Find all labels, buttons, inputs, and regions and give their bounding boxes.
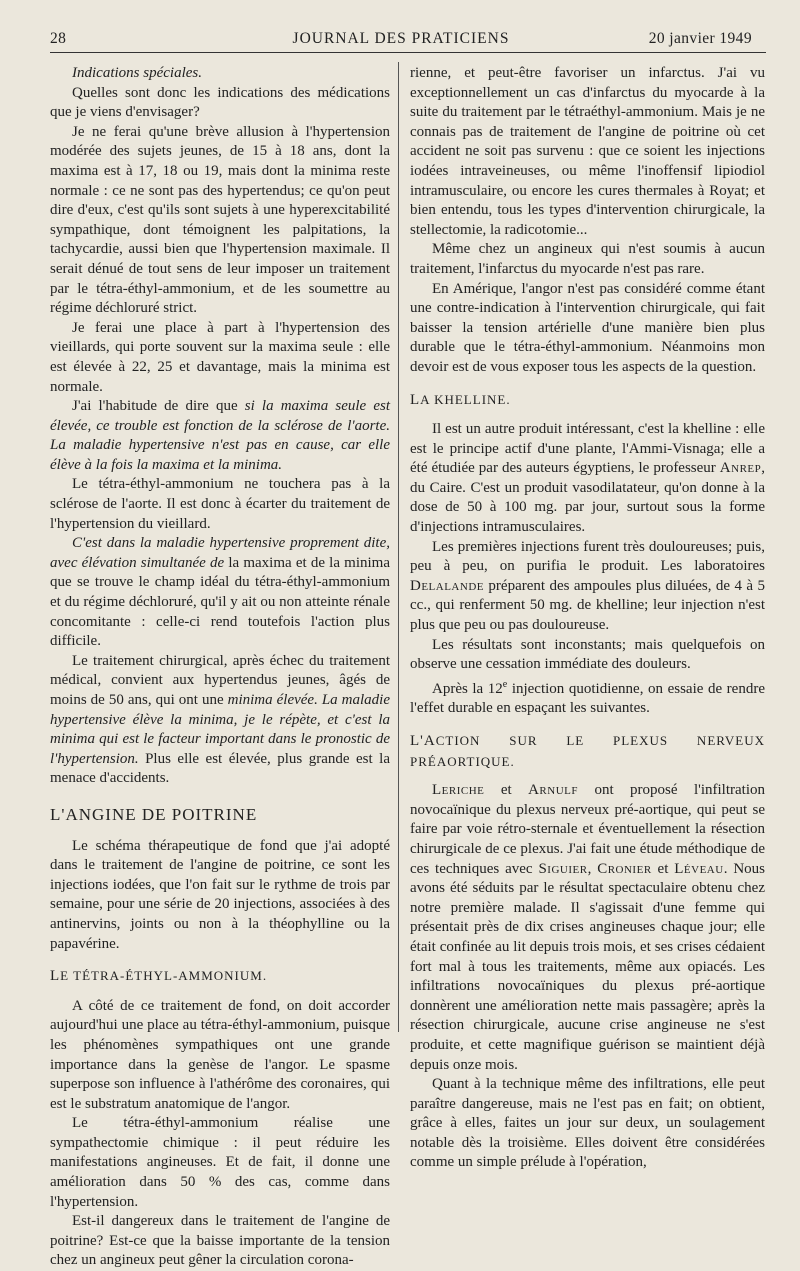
issue-date: 20 janvier 1949 (648, 30, 752, 47)
superscript: e (502, 678, 508, 690)
paragraph: Je ne ferai qu'une brève allusion à l'hypertension modérée des sujets jeunes, de 15 à 18 ans, dont la maxima est à 17, 18 ou 19, mais dont la minima reste normale : ce ne sont pas des hypertendus; ce qu'on peut dire d'eux, c'est qu'ils sont sujets à une hyperexcitabilité sympathique, dont témoignent les palpitations, la tachycardie, aussi bien que l'hypertension maximale. Il serait dénué de tout sens de leur imposer un traitement par le tétra-éthyl-ammonium, et de les soumettre au régime déchloruré strict. (50, 123, 390, 317)
paragraph (410, 538, 765, 636)
header-rule (50, 52, 766, 53)
text-run: , du Caire. C'est un produit vasodilatateur, qu'on donne à la dose de 50 à 100 mg. par jour, surtout sous la forme d'injections intramusculaires. (410, 460, 765, 536)
subheading-tetra (50, 966, 390, 987)
paragraph: Les résultats sont inconstants; mais quelquefois on observe une cessation immédiate des douleurs. (410, 636, 765, 673)
paragraph (50, 652, 390, 789)
paragraph: En Amérique, l'angor n'est pas considéré comme étant une contre-indication à l'intervention chirurgicale, qui fait baisser la tension artérielle d'une manière bien plus durable que le tétra-éthyl-ammonium. Néanmoins mon devoir est de vous exposer tous les aspects de la question. (410, 280, 765, 375)
paragraph (410, 420, 765, 538)
text-run: Plus elle est élevée, plus grande est la menace d'accidents. (50, 750, 390, 787)
paragraph: Le tétra-éthyl-ammonium ne touchera pas à la sclérose de l'aorte. Il est donc à écarter du traitement de l'hypertension du vieillard. (50, 476, 390, 532)
laboratory-name: Delalande (410, 577, 484, 594)
italic-run: C'est dans la maladie hypertensive proprement dite, avec élévation simultanée de (50, 535, 390, 571)
subheading-text: CTION SUR LE PLEXUS NERVEUX PRÉAORTIQUE. (410, 733, 765, 769)
author-name: Arnulf (528, 782, 578, 799)
subheading-initial: L (410, 391, 421, 408)
text-run: , (587, 860, 598, 877)
paragraph: Quant à la technique même des infiltrations, elle peut paraître dangereuse, mais ne l'est pas en fait; on obtient, grâce à elles, faites un jour sur deux, un soulagement notable dès la troisième. Elles doivent être considérées comme un simple prélude à l'opération, (410, 1076, 765, 1171)
text-run: injection quotidienne, on essaie de rendre l'effet durable en espaçant les suivantes. (410, 680, 765, 717)
text-run: Après la 12 (432, 680, 503, 697)
paragraph: Quelles sont donc les indications des médications que je viens d'envisager? (50, 84, 390, 121)
author-name: Anrep (719, 460, 762, 477)
paragraph: Même chez un angineux qui n'est soumis à aucun traitement, l'infarctus du myocarde n'est pas rare. (410, 241, 765, 277)
running-header (50, 26, 752, 52)
text-run: . Nous avons été séduits par le résultat spectaculaire obtenu chez notre première malade. Il s'agissait d'une femme qui présentait près de dix crises angineuses chaque jour; elle était confinée au lit depuis trois mois, et ses crises cédaient fort mal à tous les traitements, même aux opiacés. Les infiltrations novocaïniques du plexus pré-aortique donnèrent une amélioration nette mais passagère; après la résection chirurgicale, aucune crise angineuse ne s'est produite, et cette magnifique guérison se maintient déjà depuis onze mois. (410, 860, 766, 1073)
text-run: et (651, 860, 675, 877)
author-name: Leriche (432, 782, 485, 799)
text-run: la maxima et de la minima que se trouve le champ idéal du tétra-éthyl-ammonium et du régime déchloruré, qu'il y ait ou non atteinte rénale concomitante : celle-ci rend toutefois l'action plus difficile. (50, 554, 390, 650)
text-run: Les premières injections furent très douloureuses; puis, peu à peu, on purifia le produit. Les laboratoires (410, 538, 765, 575)
paragraph: Le tétra-éthyl-ammonium réalise une sympathectomie chimique : il peut réduire les manifestations angineuses. Et de fait, il donne une amélioration dans 50 % des cas, comme dans l'hypertension. (50, 1115, 390, 1210)
text-run: préparent des ampoules plus diluées, de 4 à 5 cc., qui renferment 50 mg. de khelline; leur injection n'est plus que peu ou pas douloureuse. (410, 577, 765, 634)
right-column (410, 64, 765, 1173)
author-name: Léveau (674, 860, 724, 877)
subheading-initial: L (50, 968, 61, 985)
paragraph (410, 781, 765, 1075)
text-run: Le traitement chirurgical, après échec du traitement médical, convient aux hypertendus jeunes, âgés de moins de 50 ans, qui ont une (50, 652, 390, 708)
subheading-initial: L'A (410, 733, 436, 749)
subheading-text: E TÉTRA-ÉTHYL-AMMONIUM. (60, 968, 268, 984)
italic-run: minima élevée. La maladie hypertensive élève la minima, je le répète, et c'est la minima qui est le facteur important dans le pronostic de l'hypertension. (50, 692, 390, 767)
paragraph: A côté de ce traitement de fond, on doit accorder aujourd'hui une place au tétra-éthyl-ammonium, puisque les phénomènes sympathiques ont une grande importance dans la genèse de l'angor. Le spasme superpose son influence à l'athérôme des coronaires, qui est le substratum anatomique de l'angor. (50, 997, 390, 1112)
subheading-indications: Indications spéciales. (72, 65, 202, 81)
paragraph (50, 534, 390, 652)
author-name: Cronier (597, 860, 652, 877)
author-name: Siguier (538, 860, 588, 877)
italic-run: si la maxima seule est élevée, ce trouble est fonction de la sclérose de l'aorte. La maladie hypertensive n'est pas en cause, car elle élève à la fois la maxima et la minima. (50, 398, 390, 473)
paragraph: Je ferai une place à part à l'hypertension des vieillards, qui porte souvent sur la maxima seule : elle est élevée à 22, 25 et davantage, mais la minima est normale. (50, 319, 390, 395)
left-column (50, 64, 390, 1271)
subheading-text: A KHELLINE. (420, 391, 511, 407)
text-run: Il est un autre produit intéressant, c'est la khelline : elle est le principe actif d'une plante, l'Ammi-Visnaga; elle a été étudiée par des auteurs égyptiens, le professeur (410, 421, 765, 477)
text-run: ont proposé l'infiltration novocaïnique du plexus nerveux pré-aortique, qui peut se faire par voie rétro-sternale et éventuellement la résection chirurgicale de ce plexus. J'ai fait une étude méthodique de ces techniques avec (410, 782, 765, 877)
paragraph: Est-il dangereux dans le traitement de l'angine de poitrine? Est-ce que la baisse importante de la tension chez un angineux peut gêner la circulation corona- (50, 1213, 390, 1269)
text-run: et (484, 782, 529, 799)
paragraph: Le schéma thérapeutique de fond que j'ai adopté dans le traitement de l'angine de poitrine, ce sont les injections iodées, que l'on fait sur le rythme de trois par semaine, pour une série de 20 injections, associées à des antinervins, joints ou non à la théophylline ou la papavérine. (50, 837, 390, 952)
column-divider (398, 62, 399, 1032)
text-run: J'ai l'habitude de dire que (72, 398, 245, 415)
paragraph (50, 397, 390, 475)
page-number: 28 (50, 30, 67, 47)
section-title-angine: L'ANGINE DE POITRINE (50, 804, 258, 824)
subheading-khelline (410, 390, 765, 411)
paragraph (410, 675, 765, 719)
paragraph: rienne, et peut-être favoriser un infarctus. J'ai vu exceptionnellement un cas d'infarctus du myocarde à la suite du traitement par le tétraéthyl-ammonium. Mais je ne connais pas de traitement de l'angine de poitrine où cet accident ne soit pas survenu : que ce soient les injections iodées intraveineuses, ou même l'inoffensif lipiodiol intramusculaire, ou encore les cures thermales à Royat; et bien entendu, tous les types d'intervention chirurgicale, la stellectomie, la radicotomie... (410, 65, 765, 238)
subheading-plexus (410, 731, 765, 771)
journal-title: JOURNAL DES PRATICIENS (292, 30, 510, 47)
